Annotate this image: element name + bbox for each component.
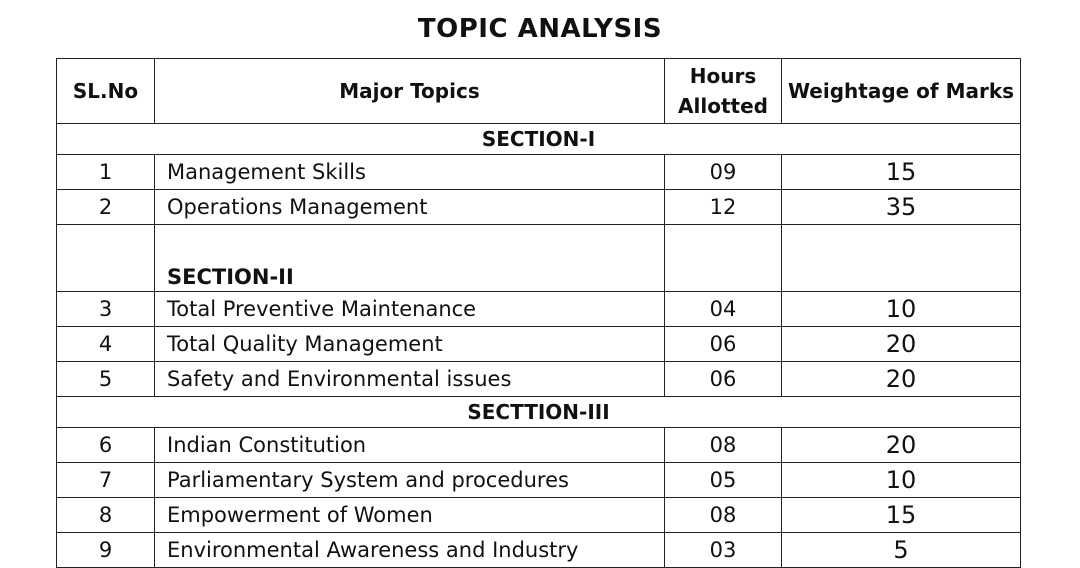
cell-sl: 1 [57, 155, 155, 190]
table-row [57, 155, 1021, 190]
header-row [57, 59, 1021, 124]
cell-topic: Total Quality Management [155, 327, 665, 362]
cell-hours: 03 [665, 533, 782, 568]
table-row [57, 533, 1021, 568]
table-row [57, 362, 1021, 397]
table-row [57, 428, 1021, 463]
cell-topic: Safety and Environmental issues [155, 362, 665, 397]
cell-sl: 8 [57, 498, 155, 533]
header-hours-line1: Hours [689, 64, 757, 88]
section-row [57, 124, 1021, 155]
cell-hours: 12 [665, 190, 782, 225]
cell-sl: 7 [57, 463, 155, 498]
section-row [57, 397, 1021, 428]
section-label: SECTTION-III [57, 397, 1021, 428]
table-row [57, 463, 1021, 498]
cell-sl: 9 [57, 533, 155, 568]
cell-hours: 05 [665, 463, 782, 498]
header-hours [665, 59, 782, 124]
table-row [57, 190, 1021, 225]
page-title: TOPIC ANALYSIS [417, 14, 663, 44]
cell-hours: 08 [665, 498, 782, 533]
cell-sl: 2 [57, 190, 155, 225]
table-row [57, 327, 1021, 362]
cell-sl: 6 [57, 428, 155, 463]
cell-marks: 5 [782, 533, 1021, 568]
header-sl: SL.No [57, 59, 155, 124]
cell-topic: Empowerment of Women [155, 498, 665, 533]
cell-marks: 20 [782, 428, 1021, 463]
cell-marks: 20 [782, 362, 1021, 397]
cell-hours: 09 [665, 155, 782, 190]
cell-topic: Operations Management [155, 190, 665, 225]
header-hours-line2: Allotted [678, 94, 768, 118]
section-row [57, 225, 1021, 292]
cell-sl: 3 [57, 292, 155, 327]
cell-sl: 5 [57, 362, 155, 397]
cell-hours: 06 [665, 362, 782, 397]
cell-marks: 35 [782, 190, 1021, 225]
cell-marks: 10 [782, 463, 1021, 498]
header-topic: Major Topics [155, 59, 665, 124]
cell-topic: Parliamentary System and procedures [155, 463, 665, 498]
cell-topic: Total Preventive Maintenance [155, 292, 665, 327]
cell-marks: 15 [782, 155, 1021, 190]
section-label: SECTION-I [57, 124, 1021, 155]
cell-sl: 4 [57, 327, 155, 362]
table-row [57, 292, 1021, 327]
cell-topic: Environmental Awareness and Industry [155, 533, 665, 568]
cell-topic: Management Skills [155, 155, 665, 190]
section-label: SECTION-II [155, 225, 665, 292]
cell-topic: Indian Constitution [155, 428, 665, 463]
empty-cell [57, 225, 155, 292]
cell-marks: 20 [782, 327, 1021, 362]
header-weightage: Weightage of Marks [782, 59, 1021, 124]
cell-marks: 10 [782, 292, 1021, 327]
empty-cell [665, 225, 782, 292]
cell-marks: 15 [782, 498, 1021, 533]
cell-hours: 06 [665, 327, 782, 362]
table-row [57, 498, 1021, 533]
empty-cell [782, 225, 1021, 292]
topic-analysis-table [56, 58, 1021, 568]
cell-hours: 08 [665, 428, 782, 463]
cell-hours: 04 [665, 292, 782, 327]
